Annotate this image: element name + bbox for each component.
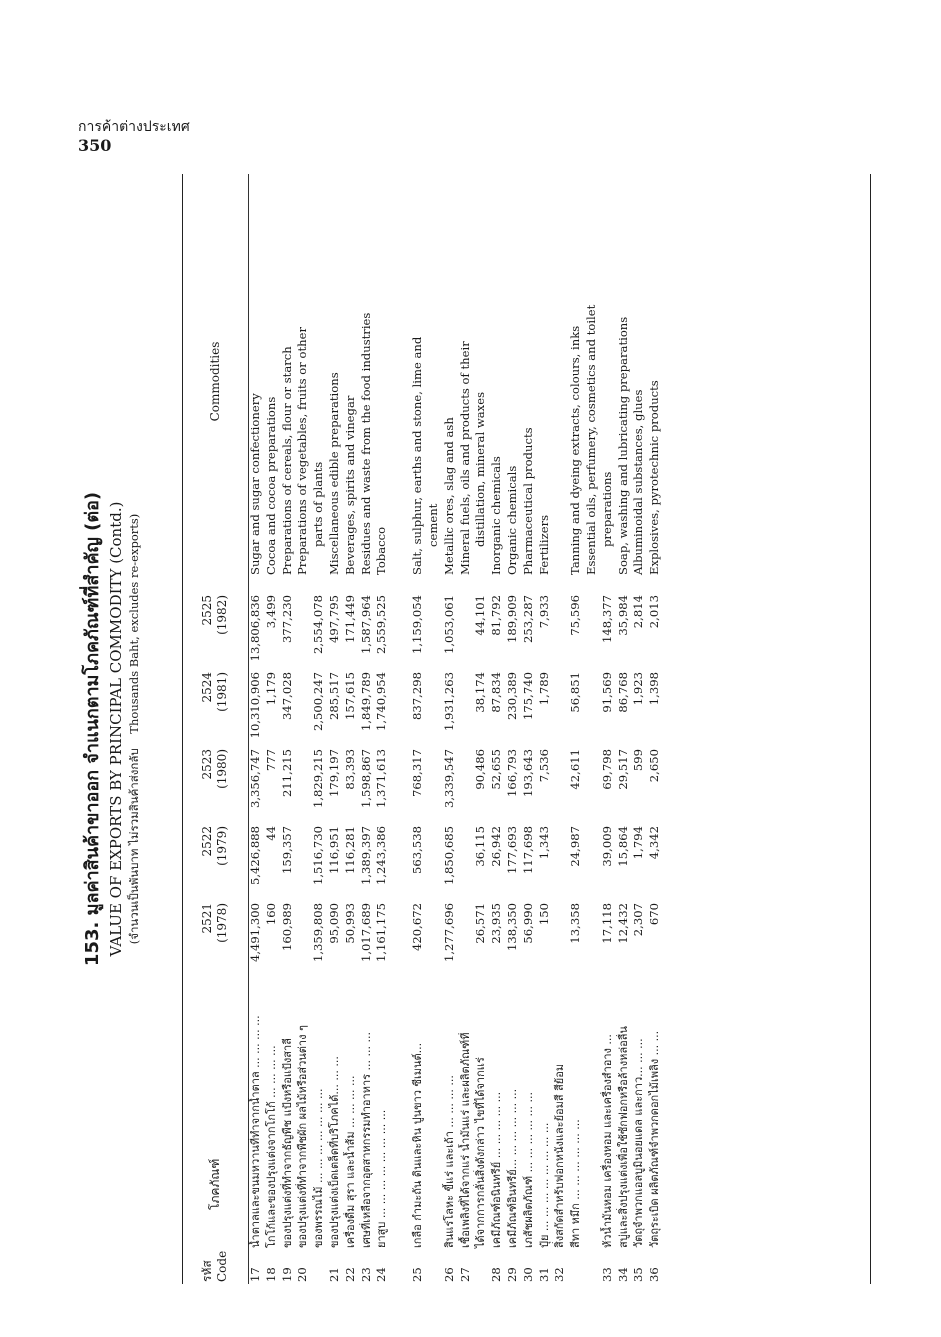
commodity-code: 33 — [599, 1267, 614, 1282]
commodity-code — [568, 1250, 584, 1284]
export-value: 4,491,300 — [248, 903, 262, 963]
commodity-name-english — [295, 174, 311, 589]
table-row — [359, 174, 375, 1284]
export-value: 1,794 — [631, 826, 646, 860]
commodity-name-english — [489, 174, 505, 589]
commodity-name-english — [327, 174, 343, 589]
export-value — [458, 743, 474, 820]
export-value: 2,650 — [647, 749, 662, 783]
export-value: 160 — [263, 903, 278, 926]
export-value: 7,536 — [536, 749, 551, 783]
table-title-thai: 153. มูลค่าสินค้าขาออก จำแนกตามโภคภัณฑ์ที่สำคัญ (ต่อ) — [82, 491, 103, 967]
export-value: 3,356,747 — [248, 749, 262, 809]
table-header-row — [182, 174, 248, 1284]
commodity-name-english — [584, 174, 600, 589]
commodity-name-thai: เครื่องดื่ม สุรา และน้ำส้ม ... ... ... ... — [343, 1075, 357, 1248]
export-value — [584, 743, 600, 820]
commodity-name-thai: เคมีภัณฑ์อนินทรีย์ ... ... ... ... ... — [490, 1091, 504, 1248]
export-value: 86,768 — [615, 672, 630, 713]
commodity-name-english — [280, 174, 296, 589]
export-value: 56,990 — [520, 903, 535, 944]
export-value: 166,793 — [504, 749, 519, 797]
export-value: 1,343 — [536, 826, 551, 860]
commodity-name-thai — [584, 974, 600, 1250]
commodity-name-thai: ยาสูบ ... ... ... ... ... ... ... ... — [375, 1109, 389, 1248]
commodity-name-english-continued: cement — [425, 503, 440, 547]
commodity-name-thai: น้ำตาลและขนมหวานที่ทำจากน้ำตาล ... ... ... ... — [249, 1015, 262, 1248]
table-row — [280, 174, 296, 1284]
english-commodity-header: Commodities — [207, 341, 222, 422]
commodity-code: 30 — [520, 1267, 535, 1282]
export-value — [552, 589, 568, 666]
export-value: 117,698 — [520, 826, 535, 874]
rotated-table-page — [80, 174, 880, 1284]
table-row — [568, 174, 584, 1284]
commodity-name-english-text: Sugar and sugar confectionery — [248, 393, 262, 575]
export-value — [552, 743, 568, 820]
table-row — [374, 174, 390, 1284]
export-value: 1,053,061 — [441, 595, 456, 655]
commodity-name-english — [359, 174, 375, 589]
table-row — [584, 174, 600, 1284]
table-row — [489, 174, 505, 1284]
table-row — [264, 174, 280, 1284]
commodity-name-thai: ของปรุงแต่งที่ทำจากพืชผัก ผลไม้หรือส่วนต่าง ๆ — [296, 1025, 310, 1248]
table-title-english: VALUE OF EXPORTS BY PRINCIPAL COMMODITY (Contd.) — [107, 501, 125, 957]
export-value: 211,215 — [279, 749, 294, 797]
export-value: 24,987 — [568, 826, 583, 867]
export-value: 1,850,685 — [441, 826, 456, 886]
export-value: 1,931,263 — [441, 672, 456, 732]
commodity-name-english-text: Albuminoidal substances, glues — [631, 389, 646, 575]
commodity-name-thai: เกลือ กำมะถัน ดินและหิน ปูนขาว ซีเมนต์... — [411, 1042, 425, 1248]
table-row — [311, 174, 327, 1284]
commodity-name-thai: ของปรุงแต่งที่ทำจากธัญพืช แป้งหรือแป้งสาลี — [280, 1038, 294, 1248]
year-header: 2525 (1982) — [200, 595, 229, 635]
commodity-name-english-text: Inorganic chemicals — [489, 456, 504, 575]
export-value: 87,834 — [489, 672, 504, 713]
exports-table — [182, 174, 663, 1284]
commodity-code: 22 — [342, 1267, 357, 1282]
commodity-name-english-text: Explosives, pyrotechnic products — [647, 380, 662, 575]
export-value: 29,517 — [615, 749, 630, 790]
export-value: 179,197 — [326, 749, 341, 797]
export-value — [458, 666, 474, 743]
export-value: 91,569 — [599, 672, 614, 713]
export-value: 1,740,954 — [374, 672, 389, 732]
commodity-code: 17 — [248, 1267, 262, 1282]
export-value: 777 — [263, 749, 278, 772]
export-value: 35,984 — [615, 595, 630, 636]
commodity-name-english-text: Tobacco — [374, 526, 389, 575]
commodity-code: 23 — [358, 1267, 373, 1282]
export-value: 193,643 — [520, 749, 535, 797]
export-value: 50,993 — [342, 903, 357, 944]
export-value — [295, 820, 311, 897]
export-value: 1,923 — [631, 672, 646, 706]
export-value: 837,298 — [410, 672, 425, 720]
commodity-code: 35 — [631, 1267, 646, 1282]
commodity-name-thai: วัตถุจำพวกแอลบูมินอยแดล และกาว... ... ... — [632, 1038, 646, 1248]
commodity-name-english-text: Salt, sulphur, earths and stone, lime and — [410, 336, 425, 575]
commodity-code: 29 — [504, 1267, 519, 1282]
export-value: 2,554,078 — [311, 595, 326, 655]
export-value: 39,009 — [599, 826, 614, 867]
export-value: 75,596 — [568, 595, 583, 636]
year-header: 2521 (1978) — [200, 903, 229, 943]
export-value: 44 — [263, 826, 278, 841]
export-value: 2,307 — [631, 903, 646, 937]
commodity-name-thai: ได้จากการกลั่นสิ่งดังกล่าว ไขที่ได้จากแร่ — [474, 1057, 488, 1248]
commodity-name-english — [473, 174, 489, 589]
commodity-code: 27 — [457, 1267, 472, 1282]
export-value — [584, 897, 600, 974]
export-value: 285,517 — [326, 672, 341, 720]
export-value: 56,851 — [568, 672, 583, 713]
commodity-name-english — [631, 174, 647, 589]
export-value: 171,449 — [342, 595, 357, 643]
commodity-name-english — [537, 174, 553, 589]
export-value — [584, 820, 600, 897]
table-row — [295, 174, 311, 1284]
export-value: 15,864 — [615, 826, 630, 867]
commodity-name-english — [505, 174, 521, 589]
commodity-name-english-text: Preparations of cereals, flour or starch — [279, 346, 294, 575]
export-value: 1,789 — [536, 672, 551, 706]
export-value: 12,432 — [615, 903, 630, 944]
export-value: 253,287 — [520, 595, 535, 643]
export-value: 116,281 — [342, 826, 357, 874]
export-value — [295, 743, 311, 820]
export-value: 497,795 — [326, 595, 341, 643]
commodity-name-thai: ของปรุงแต่งเบ็ดเตล็ดที่บริโภคได้... ... ... — [327, 1056, 341, 1248]
commodity-name-thai: วัตถุระเบิด ผลิตภัณฑ์จำพวกดอกไม้เพลิง ... ... — [648, 1030, 662, 1248]
table-row — [458, 174, 474, 1284]
export-value — [458, 897, 474, 974]
page-header — [78, 118, 190, 156]
commodity-code: 28 — [489, 1267, 504, 1282]
year-header: 2522 (1979) — [200, 826, 229, 866]
table-row — [600, 174, 616, 1284]
commodity-name-english-text: Pharmaceutical products — [520, 427, 535, 575]
commodity-name-thai: สบู่และสิ่งปรุงแต่งเพื่อใช้ซักฟอกหรือล้างหล่อลื่น — [616, 1026, 630, 1248]
export-value: 175,740 — [520, 672, 535, 720]
table-row — [473, 174, 489, 1284]
export-value: 83,393 — [342, 749, 357, 790]
commodity-name-english — [552, 174, 568, 589]
commodity-name-english — [248, 174, 264, 589]
table-row — [631, 174, 647, 1284]
commodity-code: 32 — [552, 1267, 567, 1282]
commodity-name-english-text: Essential oils, perfumery, cosmetics and toilet — [583, 304, 598, 575]
export-value: 116,951 — [326, 826, 341, 874]
table-body — [248, 174, 663, 1284]
export-value: 1,398 — [647, 672, 662, 706]
export-value: 23,935 — [489, 903, 504, 944]
export-value: 138,350 — [504, 903, 519, 951]
export-value — [552, 820, 568, 897]
commodity-code: 20 — [295, 1267, 310, 1282]
year-header: 2523 (1980) — [200, 749, 229, 789]
commodity-name-english — [343, 174, 359, 589]
commodity-name-english-text: Cocoa and cocoa preparations — [263, 396, 278, 575]
export-value — [552, 666, 568, 743]
commodity-name-english — [458, 174, 474, 589]
export-value: 1,277,696 — [441, 903, 456, 963]
commodity-name-thai: สิ่งสกัดสำหรับฟอกหนังและย้อมสี สีย้อม — [553, 1063, 567, 1248]
commodity-name-english-text: Fertilizers — [536, 514, 551, 575]
table-row — [521, 174, 537, 1284]
table-row — [537, 174, 553, 1284]
export-value: 1,849,789 — [358, 672, 373, 732]
commodity-code: 26 — [441, 1267, 456, 1282]
commodity-code: 31 — [536, 1267, 551, 1282]
commodity-code: 21 — [326, 1267, 341, 1282]
export-value: 26,942 — [489, 826, 504, 867]
export-value: 157,615 — [342, 672, 357, 720]
commodity-name-english-text: Preparations of vegetables, fruits or other — [295, 327, 310, 575]
spacer-row — [390, 174, 410, 1284]
export-value: 1,179 — [263, 672, 278, 706]
export-value: 159,357 — [279, 826, 294, 874]
export-value: 1,516,730 — [311, 826, 326, 886]
commodity-name-english — [600, 174, 616, 589]
export-value — [584, 589, 600, 666]
export-value: 1,243,386 — [374, 826, 389, 886]
export-value: 1,017,689 — [358, 903, 373, 963]
year-header: 2524 (1981) — [200, 672, 229, 712]
export-value: 90,486 — [473, 749, 488, 790]
export-value: 3,339,547 — [441, 749, 456, 809]
export-value: 26,571 — [473, 903, 488, 944]
table-row — [248, 174, 264, 1284]
export-value: 5,426,888 — [248, 826, 262, 886]
commodity-name-thai: โกโก้และของปรุงแต่งจากโกโก้ ... ... ... ... — [264, 1045, 278, 1248]
commodity-name-english-text: Tanning and dyeing extracts, colours, inks — [568, 325, 583, 575]
export-value: 420,672 — [410, 903, 425, 951]
commodity-name-english-text: Residues and waste from the food industries — [358, 312, 373, 575]
export-value: 1,161,175 — [374, 903, 389, 963]
export-value: 69,798 — [599, 749, 614, 790]
commodity-code: 24 — [374, 1267, 389, 1282]
export-value: 2,013 — [647, 595, 662, 629]
export-value — [552, 897, 568, 974]
commodity-name-english — [521, 174, 537, 589]
table-row — [442, 174, 458, 1284]
commodity-name-thai: เคมีภัณฑ์อินทรีย์... ... ... ... ... ... — [505, 1088, 519, 1248]
commodity-name-english-text: Metallic ores, slag and ash — [441, 417, 456, 575]
export-value: 563,538 — [410, 826, 425, 874]
commodity-name-english — [410, 174, 442, 589]
export-value: 42,611 — [568, 749, 583, 790]
title-block — [80, 174, 142, 1284]
export-value — [584, 666, 600, 743]
export-value: 768,317 — [410, 749, 425, 797]
commodity-code: 18 — [263, 1267, 278, 1282]
export-value: 1,159,054 — [410, 595, 425, 655]
export-value: 10,310,906 — [248, 672, 262, 739]
commodity-name-thai: สีทา หมึก ... ... ... ... ... ... — [569, 1119, 583, 1248]
commodity-name-english — [374, 174, 390, 589]
export-value: 230,389 — [504, 672, 519, 720]
export-value: 2,559,525 — [374, 595, 389, 655]
bottom-rule — [870, 174, 871, 1284]
commodity-name-thai: หัวน้ำมันหอม เครื่องหอม และเครื่องสำอาง ... — [600, 1034, 614, 1248]
export-value: 44,101 — [473, 595, 488, 636]
code-header: รหัส Code — [200, 1250, 229, 1282]
export-value: 4,342 — [647, 826, 662, 860]
export-value: 3,499 — [263, 595, 278, 629]
table-row — [410, 174, 442, 1284]
commodity-code — [584, 1250, 600, 1284]
export-value: 599 — [631, 749, 646, 772]
export-value: 1,598,867 — [358, 749, 373, 809]
commodity-name-english — [311, 174, 327, 589]
export-value: 81,792 — [489, 595, 504, 636]
commodity-name-thai: สินแร่โลหะ ขี้แร่ และเถ้า ... ... ... ... — [442, 1075, 456, 1248]
export-value: 347,028 — [279, 672, 294, 720]
commodity-code: 34 — [615, 1267, 630, 1282]
commodity-code: 36 — [647, 1267, 662, 1282]
unit-note-thai: (จำนวนเป็นพันบาท ไม่รวมสินค้าส่งกลับ — [127, 748, 141, 945]
commodity-name-english — [568, 174, 584, 589]
export-value — [295, 897, 311, 974]
export-value — [458, 820, 474, 897]
export-value: 148,377 — [599, 595, 614, 643]
export-value: 189,909 — [504, 595, 519, 643]
export-value: 2,814 — [631, 595, 646, 629]
export-value — [295, 666, 311, 743]
export-value: 13,806,836 — [248, 595, 262, 662]
commodity-name-english — [647, 174, 663, 589]
export-value: 95,090 — [326, 903, 341, 944]
commodity-name-thai: เศษที่เหลือจากอุตสาหกรรมทำอาหาร ... ... ... — [359, 1031, 373, 1248]
table-row — [552, 174, 568, 1284]
export-value: 160,989 — [279, 903, 294, 951]
commodity-code — [311, 1250, 327, 1284]
commodity-name-english-text: Soap, washing and lubricating preparations — [615, 316, 630, 575]
export-value: 670 — [647, 903, 662, 926]
export-value: 1,587,964 — [358, 595, 373, 655]
section-label: การค้าต่างประเทศ — [78, 119, 190, 135]
table-row — [647, 174, 663, 1284]
export-value: 38,174 — [473, 672, 488, 713]
commodity-name-english-text: parts of plants — [311, 461, 326, 547]
export-value: 7,933 — [536, 595, 551, 629]
commodity-code: 19 — [279, 1267, 294, 1282]
export-value: 1,371,613 — [374, 749, 389, 809]
export-value: 1,389,397 — [358, 826, 373, 886]
commodity-name-english-text: distillation, mineral waxes — [473, 391, 488, 547]
export-value: 377,230 — [279, 595, 294, 643]
commodity-name-english — [264, 174, 280, 589]
table-row — [343, 174, 359, 1284]
commodity-name-english — [442, 174, 458, 589]
commodity-name-thai: ของพรรณไม้ ... ... ... ... ... ... ... — [312, 1088, 326, 1248]
thai-commodity-header: โภคภัณฑ์ — [207, 1158, 222, 1210]
commodity-name-thai: ปุ๋ย ... ... ... ... ... ... ... ... — [537, 1122, 551, 1248]
table-row — [327, 174, 343, 1284]
commodity-name-english-text: Beverages, spirits and vinegar — [342, 395, 357, 575]
commodity-name-english — [616, 174, 632, 589]
commodity-code: 25 — [410, 1267, 425, 1282]
export-value: 1,829,215 — [311, 749, 326, 809]
commodity-name-english-text: Mineral fuels, oils and products of their — [457, 341, 472, 575]
commodity-name-thai: เภสัชผลิตภัณฑ์ ... ... ... ... ... ... — [521, 1091, 535, 1248]
export-value — [458, 589, 474, 666]
export-value: 13,358 — [568, 903, 583, 944]
commodity-name-thai: เชื้อเพลิงที่ได้จากแร่ น้ำมันแร่ และผลิตภัณฑ์ที่ — [458, 1032, 472, 1248]
commodity-name-english-text: Organic chemicals — [504, 465, 519, 575]
commodity-name-english-text: preparations — [599, 471, 614, 547]
table-row — [505, 174, 521, 1284]
table-unit-note — [126, 174, 142, 1284]
export-value: 2,500,247 — [311, 672, 326, 732]
export-value: 17,118 — [599, 903, 614, 944]
export-value: 52,655 — [489, 749, 504, 790]
page-number: 350 — [78, 136, 112, 155]
table-row — [616, 174, 632, 1284]
export-value — [295, 589, 311, 666]
commodity-name-english-text: Miscellaneous edible preparations — [326, 372, 341, 575]
export-value: 150 — [536, 903, 551, 926]
export-value: 1,359,808 — [311, 903, 326, 963]
commodity-code — [473, 1250, 489, 1284]
export-value: 36,115 — [473, 826, 488, 867]
unit-note-english: Thousands Baht, excludes re-exports) — [127, 513, 141, 734]
export-value: 177,693 — [504, 826, 519, 874]
